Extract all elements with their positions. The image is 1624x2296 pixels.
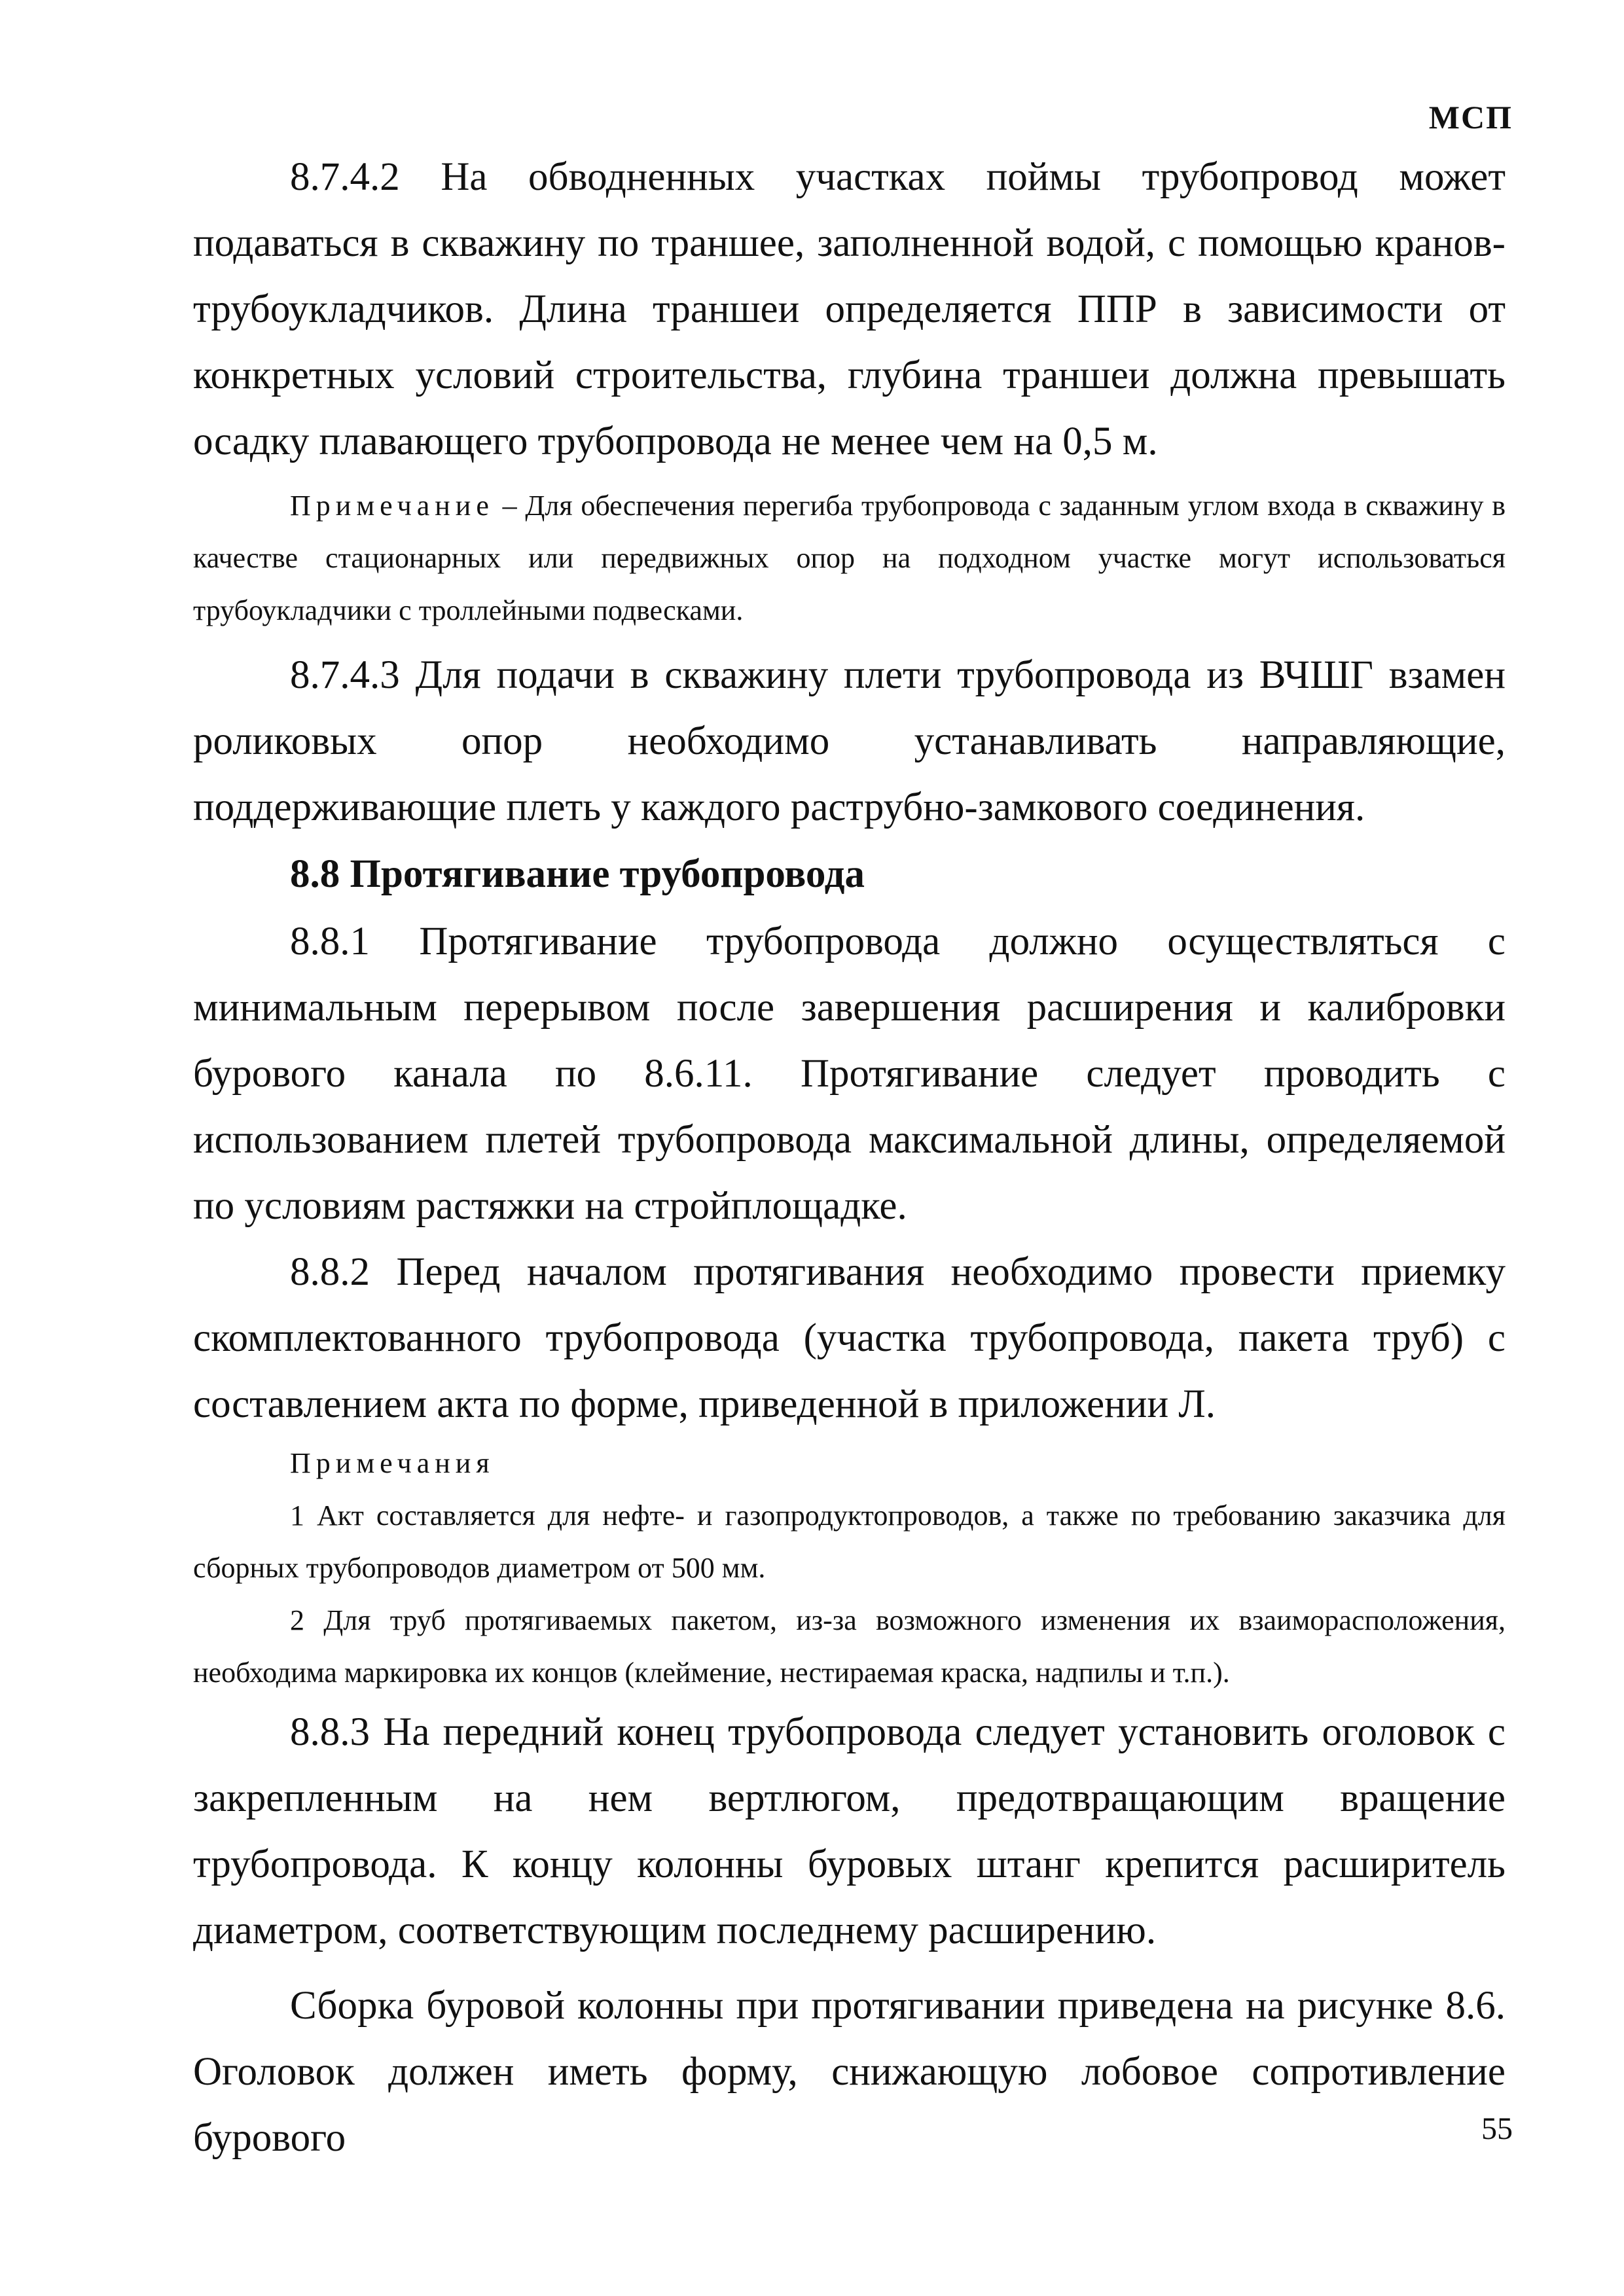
note-label: Примечание — [290, 490, 494, 522]
paragraph-assembly: Сборка буровой колонны при протягивании приведена на рисунке 8.6. Оголовок должен иметь форму, снижающую лобовое сопротивление бурового — [193, 1984, 1506, 2160]
notes-title: Примечания — [290, 1447, 495, 1479]
page-content — [193, 144, 1506, 2171]
note-item-1: 1 Акт составляется для нефте- и газопродуктопроводов, а также по требованию заказчика для сборных трубопроводов диаметром от 500 мм. — [193, 1499, 1506, 1584]
section-heading-8-8: 8.8 Протягивание трубопровода — [290, 852, 865, 896]
note-text: – Для обеспечения перегиба трубопровода с заданным углом входа в скважину в качестве стационарных или передвижных опор на подходном участке могут использоваться трубоукладчики с троллейными подвесками. — [193, 490, 1506, 626]
paragraph-8-8-2: 8.8.2 Перед началом протягивания необходимо провести приемку скомплектованного трубопровода (участка трубопровода, пакета труб) с составлением акта по форме, приведенной в приложении Л. — [193, 1250, 1506, 1426]
paragraph-8-7-4-3: 8.7.4.3 Для подачи в скважину плети трубопровода из ВЧШГ взамен роликовых опор необходимо устанавливать направляющие, поддерживающие плеть у каждого раструбно-замкового соединения. — [193, 653, 1506, 829]
paragraph-8-7-4-2: 8.7.4.2 На обводненных участках поймы трубопровод может подаваться в скважину по траншее, заполненной водой, с помощью кранов-трубоукладчиков. Длина траншеи определяется ППР в зависимости от конкретных условий строительства, глубина траншеи должна превышать осадку плавающего трубопровода не менее чем на 0,5 м. — [193, 155, 1506, 463]
note-item-2: 2 Для труб протягиваемых пакетом, из-за возможного изменения их взаиморасположения, необходима маркировка их концов (клеймение, нестираемая краска, надпилы и т.п.). — [193, 1604, 1506, 1689]
note-paragraph — [193, 480, 1506, 637]
paragraph-8-8-3: 8.8.3 На передний конец трубопровода следует установить оголовок с закрепленным на нем вертлюгом, предотвращающим вращение трубопровода. К концу колонны буровых штанг крепится расширитель диаметром, соответствующим последнему расширению. — [193, 1710, 1506, 1952]
page-number: 55 — [1481, 2111, 1513, 2146]
paragraph-8-8-1: 8.8.1 Протягивание трубопровода должно осуществляться с минимальным перерывом после завершения расширения и калибровки бурового канала по 8.6.11. Протягивание следует проводить с использованием плетей трубопровода максимальной длины, определяемой по условиям растяжки на стройплощадке. — [193, 920, 1506, 1228]
standard-code: МСП — [1428, 99, 1513, 135]
